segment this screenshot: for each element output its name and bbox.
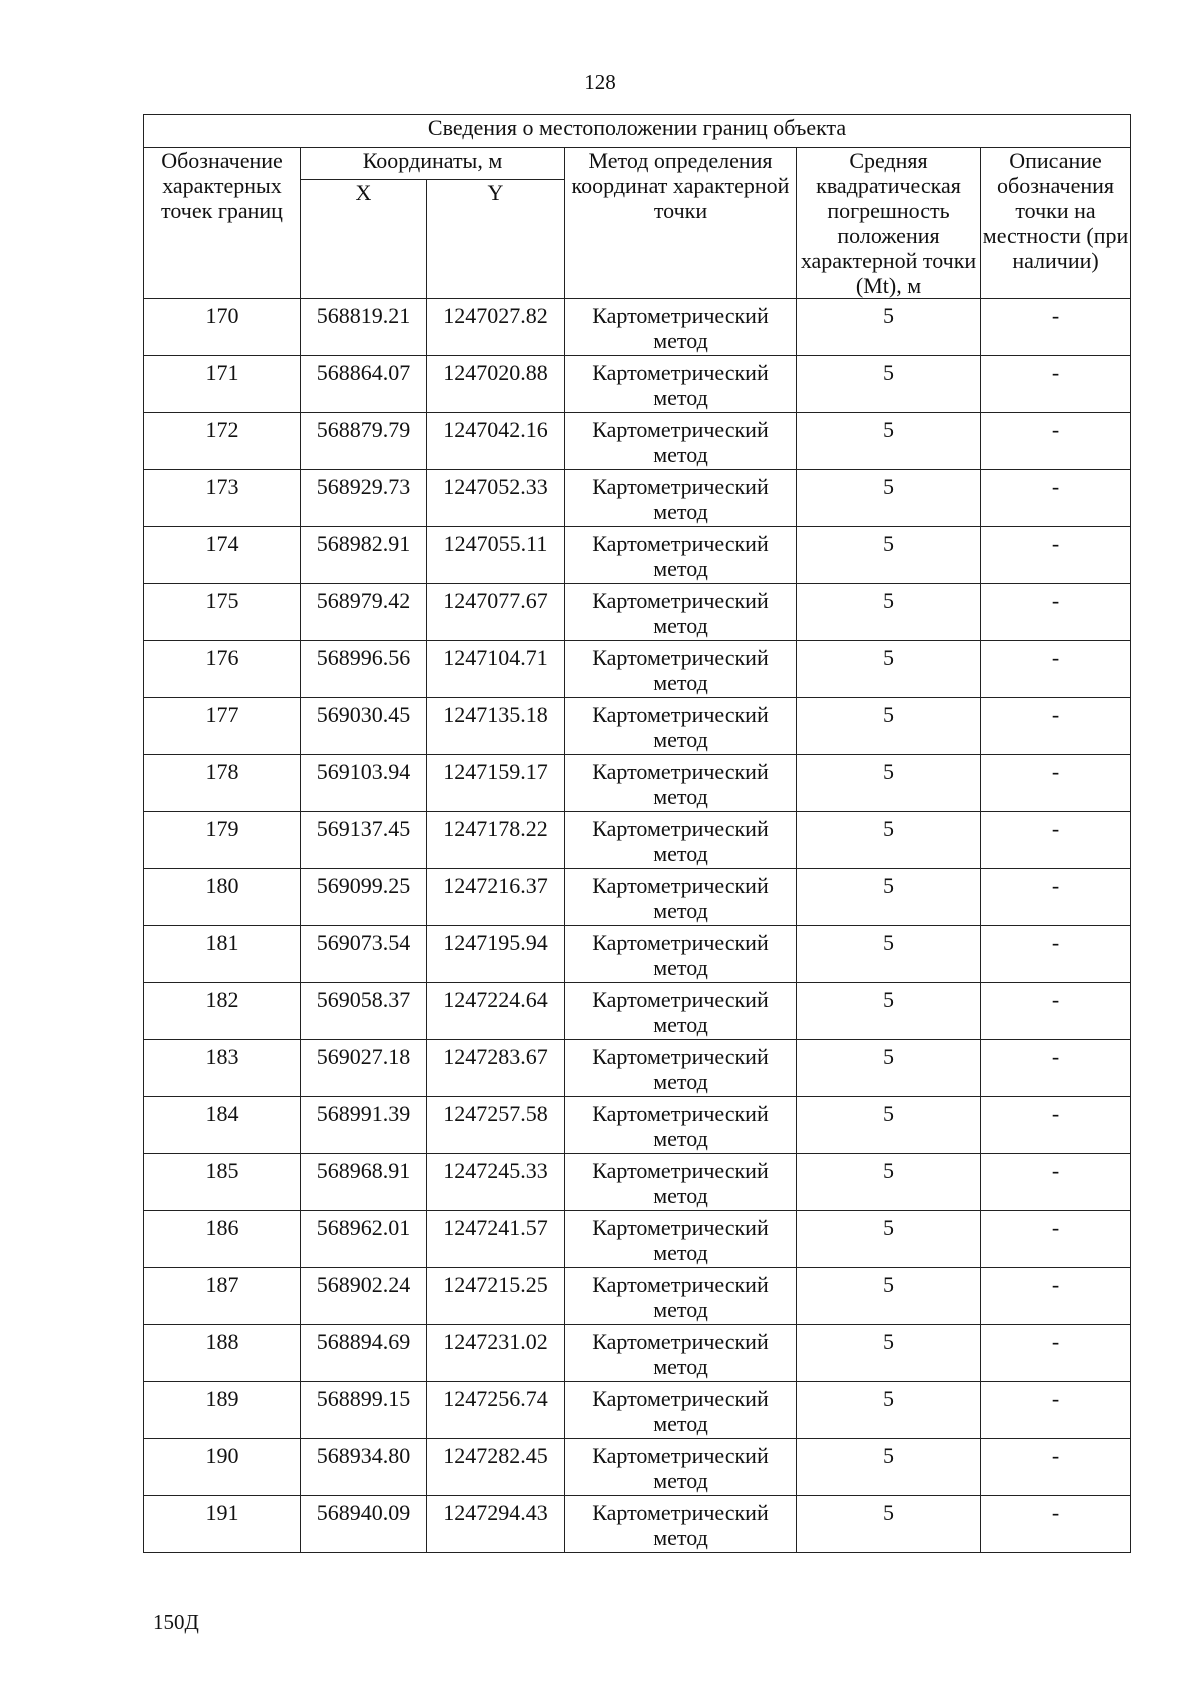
cell-method: Картометрический метод — [565, 356, 797, 413]
cell-error: 5 — [797, 755, 981, 812]
cell-description: - — [981, 299, 1131, 356]
cell-error: 5 — [797, 812, 981, 869]
cell-error: 5 — [797, 1439, 981, 1496]
table-row — [144, 1268, 1131, 1325]
cell-description: - — [981, 1154, 1131, 1211]
cell-error: 5 — [797, 1040, 981, 1097]
cell-y-coordinate: 1247027.82 — [427, 299, 565, 356]
cell-error: 5 — [797, 527, 981, 584]
cell-y-coordinate: 1247257.58 — [427, 1097, 565, 1154]
cell-y-coordinate: 1247224.64 — [427, 983, 565, 1040]
cell-y-coordinate: 1247256.74 — [427, 1382, 565, 1439]
cell-x-coordinate: 568979.42 — [301, 584, 427, 641]
cell-x-coordinate: 568819.21 — [301, 299, 427, 356]
header-point-designation: Обозначение характерных точек границ — [144, 148, 301, 299]
cell-description: - — [981, 812, 1131, 869]
table-row — [144, 641, 1131, 698]
table-row — [144, 926, 1131, 983]
cell-error: 5 — [797, 1268, 981, 1325]
cell-x-coordinate: 568879.79 — [301, 413, 427, 470]
cell-description: - — [981, 1097, 1131, 1154]
cell-point-number: 170 — [144, 299, 301, 356]
cell-y-coordinate: 1247282.45 — [427, 1439, 565, 1496]
cell-error: 5 — [797, 641, 981, 698]
table-row — [144, 869, 1131, 926]
cell-x-coordinate: 569073.54 — [301, 926, 427, 983]
cell-description: - — [981, 1040, 1131, 1097]
cell-y-coordinate: 1247055.11 — [427, 527, 565, 584]
cell-error: 5 — [797, 1496, 981, 1553]
cell-error: 5 — [797, 869, 981, 926]
cell-point-number: 187 — [144, 1268, 301, 1325]
cell-y-coordinate: 1247104.71 — [427, 641, 565, 698]
cell-x-coordinate: 569027.18 — [301, 1040, 427, 1097]
cell-description: - — [981, 983, 1131, 1040]
cell-point-number: 174 — [144, 527, 301, 584]
cell-error: 5 — [797, 983, 981, 1040]
cell-point-number: 177 — [144, 698, 301, 755]
cell-point-number: 183 — [144, 1040, 301, 1097]
cell-point-number: 173 — [144, 470, 301, 527]
table-row — [144, 1211, 1131, 1268]
cell-point-number: 175 — [144, 584, 301, 641]
cell-method: Картометрический метод — [565, 755, 797, 812]
cell-y-coordinate: 1247216.37 — [427, 869, 565, 926]
cell-description: - — [981, 698, 1131, 755]
cell-error: 5 — [797, 1097, 981, 1154]
cell-point-number: 176 — [144, 641, 301, 698]
cell-method: Картометрический метод — [565, 299, 797, 356]
cell-point-number: 181 — [144, 926, 301, 983]
cell-method: Картометрический метод — [565, 1040, 797, 1097]
cell-method: Картометрический метод — [565, 1496, 797, 1553]
cell-x-coordinate: 568894.69 — [301, 1325, 427, 1382]
cell-y-coordinate: 1247241.57 — [427, 1211, 565, 1268]
cell-description: - — [981, 356, 1131, 413]
boundary-coordinates-table — [143, 114, 1131, 1553]
table-row — [144, 755, 1131, 812]
cell-method: Картометрический метод — [565, 1154, 797, 1211]
cell-error: 5 — [797, 1154, 981, 1211]
cell-error: 5 — [797, 413, 981, 470]
cell-error: 5 — [797, 1211, 981, 1268]
cell-description: - — [981, 584, 1131, 641]
cell-x-coordinate: 569103.94 — [301, 755, 427, 812]
cell-description: - — [981, 1325, 1131, 1382]
cell-description: - — [981, 1268, 1131, 1325]
cell-point-number: 171 — [144, 356, 301, 413]
cell-description: - — [981, 1211, 1131, 1268]
cell-x-coordinate: 568929.73 — [301, 470, 427, 527]
header-y: Y — [427, 180, 565, 299]
document-code: 150Д — [153, 1610, 199, 1634]
cell-method: Картометрический метод — [565, 812, 797, 869]
cell-description: - — [981, 869, 1131, 926]
cell-method: Картометрический метод — [565, 584, 797, 641]
table-row — [144, 1097, 1131, 1154]
cell-description: - — [981, 1439, 1131, 1496]
cell-x-coordinate: 569058.37 — [301, 983, 427, 1040]
header-coordinates: Координаты, м — [301, 148, 565, 180]
cell-x-coordinate: 568902.24 — [301, 1268, 427, 1325]
cell-x-coordinate: 568996.56 — [301, 641, 427, 698]
cell-error: 5 — [797, 926, 981, 983]
cell-x-coordinate: 568982.91 — [301, 527, 427, 584]
cell-point-number: 179 — [144, 812, 301, 869]
cell-point-number: 185 — [144, 1154, 301, 1211]
cell-x-coordinate: 568940.09 — [301, 1496, 427, 1553]
header-point-description: Описание обозначения точки на местности (при наличии) — [981, 148, 1131, 299]
cell-method: Картометрический метод — [565, 1211, 797, 1268]
cell-point-number: 178 — [144, 755, 301, 812]
table-row — [144, 356, 1131, 413]
table-title: Сведения о местоположении границ объекта — [144, 115, 1131, 148]
cell-point-number: 182 — [144, 983, 301, 1040]
cell-description: - — [981, 641, 1131, 698]
table-row — [144, 812, 1131, 869]
cell-method: Картометрический метод — [565, 1268, 797, 1325]
cell-y-coordinate: 1247178.22 — [427, 812, 565, 869]
cell-error: 5 — [797, 584, 981, 641]
cell-method: Картометрический метод — [565, 1439, 797, 1496]
cell-point-number: 191 — [144, 1496, 301, 1553]
cell-point-number: 188 — [144, 1325, 301, 1382]
cell-description: - — [981, 527, 1131, 584]
cell-y-coordinate: 1247077.67 — [427, 584, 565, 641]
table-row — [144, 1154, 1131, 1211]
cell-error: 5 — [797, 356, 981, 413]
cell-method: Картометрический метод — [565, 470, 797, 527]
table-row — [144, 1496, 1131, 1553]
page-number: 128 — [584, 70, 616, 94]
table-row — [144, 1439, 1131, 1496]
cell-method: Картометрический метод — [565, 1097, 797, 1154]
table-row — [144, 698, 1131, 755]
table-row — [144, 1040, 1131, 1097]
header-method: Метод определения координат характерной точки — [565, 148, 797, 299]
cell-point-number: 180 — [144, 869, 301, 926]
cell-y-coordinate: 1247159.17 — [427, 755, 565, 812]
cell-point-number: 184 — [144, 1097, 301, 1154]
header-x: X — [301, 180, 427, 299]
cell-y-coordinate: 1247042.16 — [427, 413, 565, 470]
cell-description: - — [981, 470, 1131, 527]
table-row — [144, 527, 1131, 584]
cell-method: Картометрический метод — [565, 641, 797, 698]
header-mean-square-error: Средняя квадратическая погрешность положения характерной точки (Mt), м — [797, 148, 981, 299]
cell-x-coordinate: 568899.15 — [301, 1382, 427, 1439]
cell-method: Картометрический метод — [565, 1325, 797, 1382]
cell-error: 5 — [797, 698, 981, 755]
cell-y-coordinate: 1247195.94 — [427, 926, 565, 983]
cell-y-coordinate: 1247294.43 — [427, 1496, 565, 1553]
cell-method: Картометрический метод — [565, 983, 797, 1040]
table-body — [144, 299, 1131, 1553]
cell-point-number: 172 — [144, 413, 301, 470]
cell-method: Картометрический метод — [565, 413, 797, 470]
cell-error: 5 — [797, 1325, 981, 1382]
cell-method: Картометрический метод — [565, 1382, 797, 1439]
table-row — [144, 584, 1131, 641]
cell-x-coordinate: 568864.07 — [301, 356, 427, 413]
cell-error: 5 — [797, 299, 981, 356]
cell-description: - — [981, 1382, 1131, 1439]
cell-point-number: 189 — [144, 1382, 301, 1439]
cell-y-coordinate: 1247283.67 — [427, 1040, 565, 1097]
cell-x-coordinate: 568991.39 — [301, 1097, 427, 1154]
table-row — [144, 299, 1131, 356]
table-row — [144, 1325, 1131, 1382]
cell-y-coordinate: 1247215.25 — [427, 1268, 565, 1325]
table-row — [144, 470, 1131, 527]
table-row — [144, 983, 1131, 1040]
cell-description: - — [981, 755, 1131, 812]
cell-x-coordinate: 569030.45 — [301, 698, 427, 755]
cell-point-number: 190 — [144, 1439, 301, 1496]
cell-method: Картометрический метод — [565, 527, 797, 584]
cell-y-coordinate: 1247135.18 — [427, 698, 565, 755]
cell-method: Картометрический метод — [565, 926, 797, 983]
cell-y-coordinate: 1247020.88 — [427, 356, 565, 413]
cell-y-coordinate: 1247052.33 — [427, 470, 565, 527]
cell-method: Картометрический метод — [565, 698, 797, 755]
cell-description: - — [981, 413, 1131, 470]
cell-x-coordinate: 569099.25 — [301, 869, 427, 926]
cell-description: - — [981, 926, 1131, 983]
table-row — [144, 413, 1131, 470]
cell-y-coordinate: 1247231.02 — [427, 1325, 565, 1382]
cell-y-coordinate: 1247245.33 — [427, 1154, 565, 1211]
table-row — [144, 1382, 1131, 1439]
cell-error: 5 — [797, 1382, 981, 1439]
cell-x-coordinate: 568968.91 — [301, 1154, 427, 1211]
cell-method: Картометрический метод — [565, 869, 797, 926]
cell-x-coordinate: 569137.45 — [301, 812, 427, 869]
cell-description: - — [981, 1496, 1131, 1553]
cell-x-coordinate: 568934.80 — [301, 1439, 427, 1496]
cell-x-coordinate: 568962.01 — [301, 1211, 427, 1268]
cell-point-number: 186 — [144, 1211, 301, 1268]
cell-error: 5 — [797, 470, 981, 527]
